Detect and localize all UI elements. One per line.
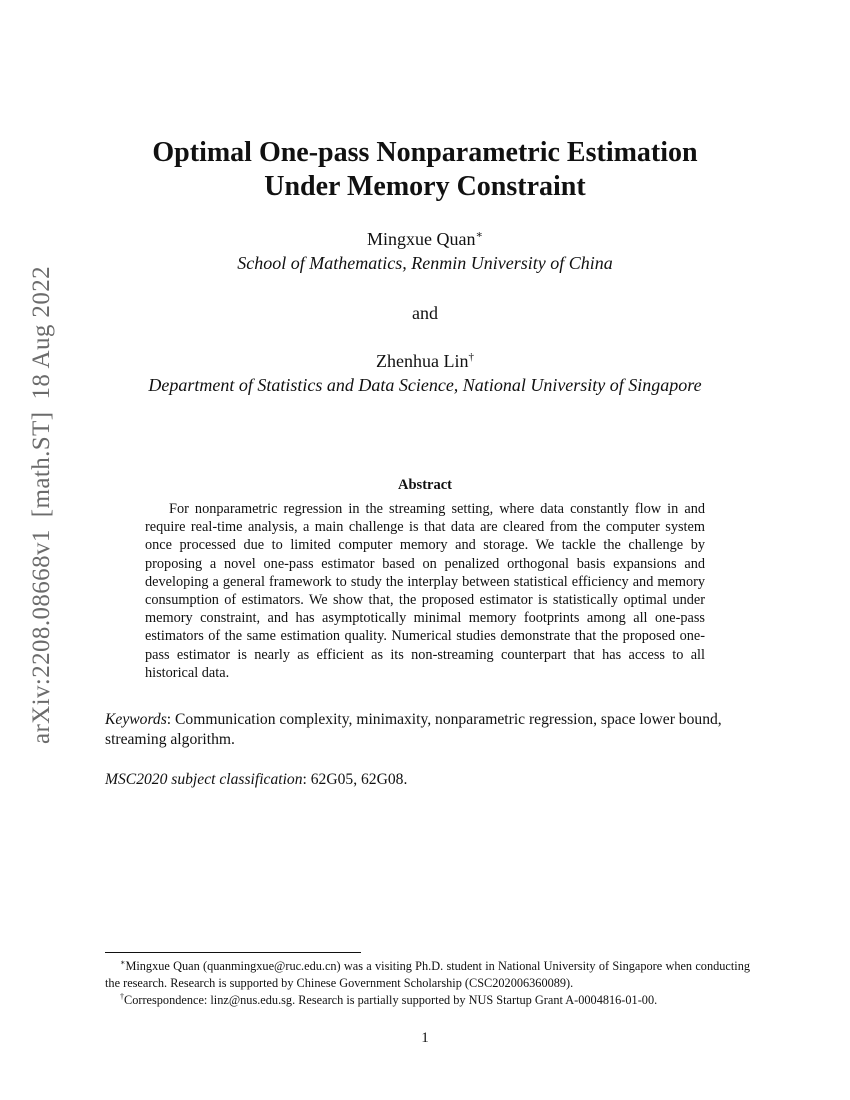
keywords-label: Keywords <box>105 711 167 728</box>
author-1-affiliation: School of Mathematics, Renmin University of China <box>237 253 613 273</box>
paper-title <box>0 136 850 204</box>
title-line-2: Under Memory Constraint <box>264 171 586 202</box>
msc-text: : 62G05, 62G08. <box>302 771 408 788</box>
keywords-text: : Communication complexity, minimaxity, nonparametric regression, space lower bound, streaming algorithm. <box>105 711 722 748</box>
footnote-divider <box>105 952 361 953</box>
arxiv-category: [math.ST] <box>28 411 55 518</box>
author-1 <box>0 228 850 250</box>
author-conjunction: and <box>412 303 438 323</box>
footnote-1-text: Mingxue Quan (quanmingxue@ruc.edu.cn) was a visiting Ph.D. student in National University of Singapore when conducting the research. Research is supported by Chinese Government Scholarship (CSC202006360089). <box>105 959 750 990</box>
author-2 <box>0 350 850 372</box>
footnote-2 <box>105 992 750 1009</box>
footnote-2-mark: † <box>120 991 124 1001</box>
keywords <box>105 710 750 750</box>
footnote-1 <box>105 958 750 992</box>
abstract-heading: Abstract <box>398 477 452 493</box>
footnote-2-text: Correspondence: linz@nus.edu.sg. Research is partially supported by NUS Startup Grant A-0004816-01-00. <box>124 993 658 1007</box>
author-1-mark: ∗ <box>475 229 483 241</box>
arxiv-identifier-stamp <box>28 260 56 750</box>
abstract-text: For nonparametric regression in the streaming setting, where data constantly flow in and require real-time analysis, a main challenge is that data are cleared from the computer system once processed due to limited computer memory and storage. We tackle the challenge by proposing a novel one-pass estimator based on penalized orthogonal basis expansions and developing a general framework to study the interplay between statistical efficiency and memory consumption of estimators. We show that, the proposed estimator is statistically optimal under memory constraint, and has asymptotically minimal memory footprints among all one-pass estimators of the same estimation quality. Numerical studies demonstrate that the proposed one-pass estimator is nearly as efficient as its non-streaming counterpart that has access to all historical data. <box>145 501 705 681</box>
author-1-name: Mingxue Quan <box>367 229 476 249</box>
page-number: 1 <box>421 1030 429 1046</box>
msc-classification <box>105 770 750 790</box>
author-2-mark: † <box>468 351 474 363</box>
footnotes <box>105 958 750 1009</box>
author-2-affiliation: Department of Statistics and Data Science, National University of Singapore <box>148 375 702 395</box>
author-2-name: Zhenhua Lin <box>376 351 469 371</box>
msc-label: MSC2020 subject classification <box>105 771 303 788</box>
title-line-1: Optimal One-pass Nonparametric Estimation <box>152 137 698 168</box>
arxiv-id: arXiv:2208.08668v1 <box>28 529 55 745</box>
arxiv-date: 18 Aug 2022 <box>28 265 55 400</box>
footnote-1-mark: ∗ <box>120 957 126 967</box>
